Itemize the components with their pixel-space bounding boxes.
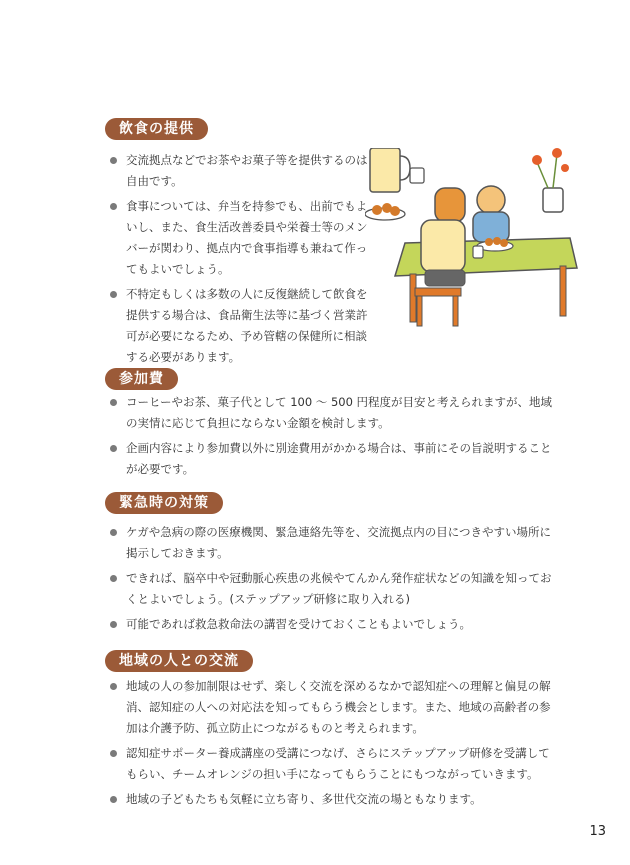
pitcher-icon [370,148,400,192]
bullet-list [106,676,554,814]
list-item: できれば、脳卒中や冠動脈心疾患の兆候やてんかん発作症状などの知識を知っておくとよいでしょう。(ステップアップ研修に取り入れる) [106,568,554,610]
bullet-list [106,392,554,484]
section-heading: 参加費 [105,368,178,390]
list-item: コーヒーやお茶、菓子代として 100 ～ 500 円程度が目安と考えられますが、地域の実情に応じて負担にならない金額を検討します。 [106,392,554,434]
list-item: 可能であれば救急救命法の講習を受けておくこともよいでしょう。 [106,614,554,635]
list-item: ケガや急病の際の医療機関、緊急連絡先等を、交流拠点内の目につきやすい場所に掲示しておきます。 [106,522,554,564]
person-icon [477,186,505,214]
bullet-list [106,150,368,372]
list-item: 企画内容により参加費以外に別途費用がかかる場合は、事前にその旨説明することが必要です。 [106,438,554,480]
section-heading: 地域の人との交流 [105,650,253,672]
list-item: 地域の子どもたちも気軽に立ち寄り、多世代交流の場ともなります。 [106,789,554,810]
list-item: 認知症サポーター養成講座の受講につなげ、さらにステップアップ研修を受講してもらい、チームオレンジの担い手になってもらうことにもつながっていきます。 [106,743,554,785]
section-heading: 飲食の提供 [105,118,208,140]
person-icon [435,188,465,222]
section-heading: 緊急時の対策 [105,492,223,514]
flower-icon [561,164,569,172]
cafe-illustration [365,148,580,328]
chair-icon [415,288,461,296]
list-item: 地域の人の参加制限はせず、楽しく交流を深めるなかで認知症への理解と偏見の解消、認知症の人への対応法を知ってもらう機会とします。また、地域の高齢者の参加は介護予防、孤立防止につながるものと考えられます。 [106,676,554,739]
page-number: 13 [589,824,606,839]
flower-icon [552,148,562,158]
flower-icon [532,155,542,165]
list-item: 食事については、弁当を持参でも、出前でもよいし、また、食生活改善委員や栄養士等のメンバーが関わり、拠点内で食事指導も兼ねて作ってもよいでしょう。 [106,196,368,280]
vase-icon [543,188,563,212]
bullet-list [106,522,554,639]
list-item: 交流拠点などでお茶やお菓子等を提供するのは自由です。 [106,150,368,192]
list-item: 不特定もしくは多数の人に反復継続して飲食を提供する場合は、食品衛生法等に基づく営業許可が必要になるため、予め管轄の保健所に相談する必要があります。 [106,284,368,368]
cup-icon [410,168,424,183]
pitcher-handle-icon [400,156,410,180]
